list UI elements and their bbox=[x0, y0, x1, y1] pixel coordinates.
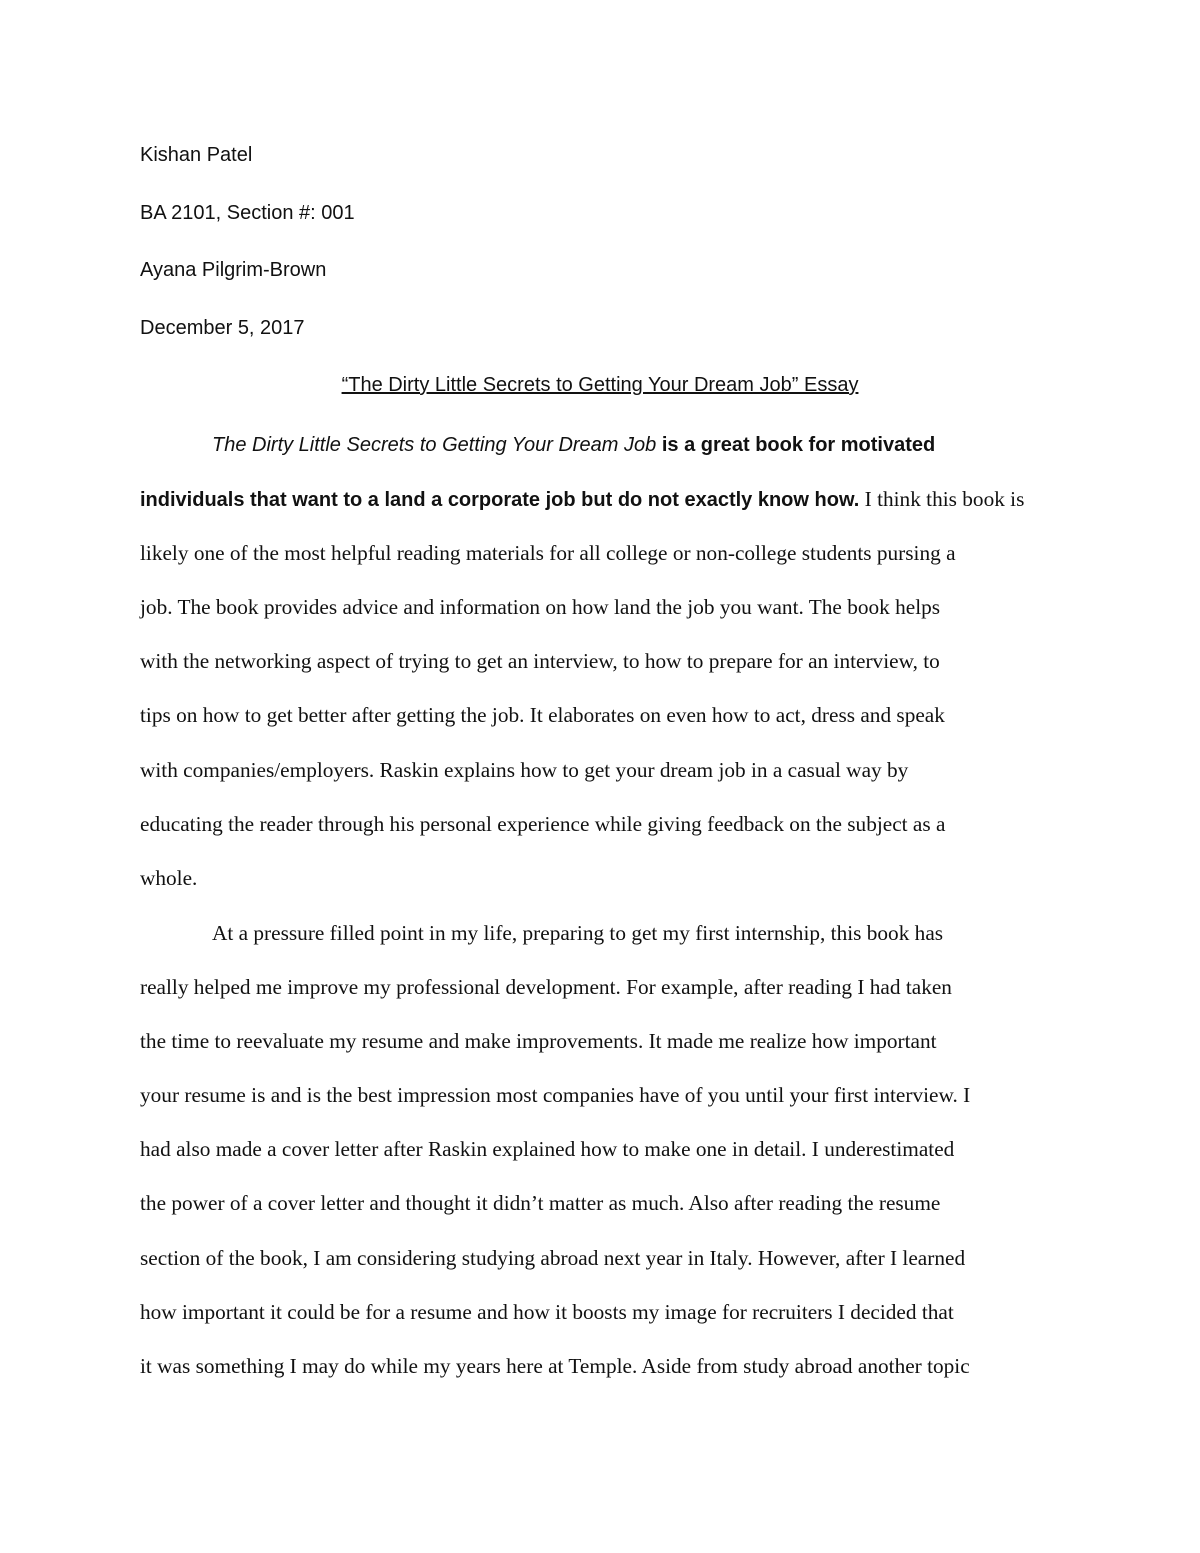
author-name: Kishan Patel bbox=[140, 144, 253, 166]
paragraph-2-line-6: the power of a cover letter and thought it didn’t matter as much. Also after reading the resume bbox=[140, 1191, 941, 1215]
instructor-name: Ayana Pilgrim-Brown bbox=[140, 259, 327, 281]
thesis-bold-end: individuals that want to a land a corporate job but do not exactly know how. bbox=[140, 489, 860, 511]
paragraph-2-line-7: section of the book, I am considering studying abroad next year in Italy. However, after I learned bbox=[140, 1246, 966, 1270]
paragraph-2-line-4: your resume is and is the best impression most companies have of you until your first interview. I bbox=[140, 1083, 971, 1107]
book-title-italic: The Dirty Little Secrets to Getting Your Dream Job bbox=[212, 434, 657, 456]
paragraph-1-line-5: with the networking aspect of trying to get an interview, to how to prepare for an interview, to bbox=[140, 649, 940, 673]
course-section: BA 2101, Section #: 001 bbox=[140, 202, 355, 224]
paragraph-1-line-2 bbox=[140, 487, 1024, 512]
paragraph-2-line-9: it was something I may do while my years here at Temple. Aside from study abroad another topic bbox=[140, 1354, 970, 1378]
paragraph-1-line-2-rest: I think this book is bbox=[859, 487, 1025, 511]
paragraph-1-line-4: job. The book provides advice and information on how land the job you want. The book helps bbox=[140, 595, 941, 619]
paragraph-2-line-8: how important it could be for a resume and how it boosts my image for recruiters I decided that bbox=[140, 1300, 954, 1324]
paragraph-2-line-1: At a pressure filled point in my life, preparing to get my first internship, this book has bbox=[212, 921, 944, 945]
paragraph-2-line-5: had also made a cover letter after Raskin explained how to make one in detail. I underestimated bbox=[140, 1137, 955, 1161]
essay-date: December 5, 2017 bbox=[140, 317, 305, 339]
paragraph-1-line-7: with companies/employers. Raskin explains how to get your dream job in a casual way by bbox=[140, 758, 909, 782]
essay-title: “The Dirty Little Secrets to Getting Your Dream Job” Essay bbox=[341, 374, 859, 396]
paragraph-1-line-8: educating the reader through his personal experience while giving feedback on the subject as a bbox=[140, 812, 946, 836]
paragraph-1-line-3: likely one of the most helpful reading materials for all college or non-college students pursing a bbox=[140, 541, 956, 565]
paragraph-2-line-2: really helped me improve my professional development. For example, after reading I had taken bbox=[140, 975, 952, 999]
paragraph-1-line-9: whole. bbox=[140, 866, 198, 890]
thesis-bold-start: is a great book for motivated bbox=[656, 434, 936, 456]
paragraph-2-line-3: the time to reevaluate my resume and make improvements. It made me realize how important bbox=[140, 1029, 937, 1053]
paragraph-1-line-1 bbox=[212, 432, 935, 457]
paragraph-1-line-6: tips on how to get better after getting the job. It elaborates on even how to act, dress and speak bbox=[140, 703, 945, 727]
